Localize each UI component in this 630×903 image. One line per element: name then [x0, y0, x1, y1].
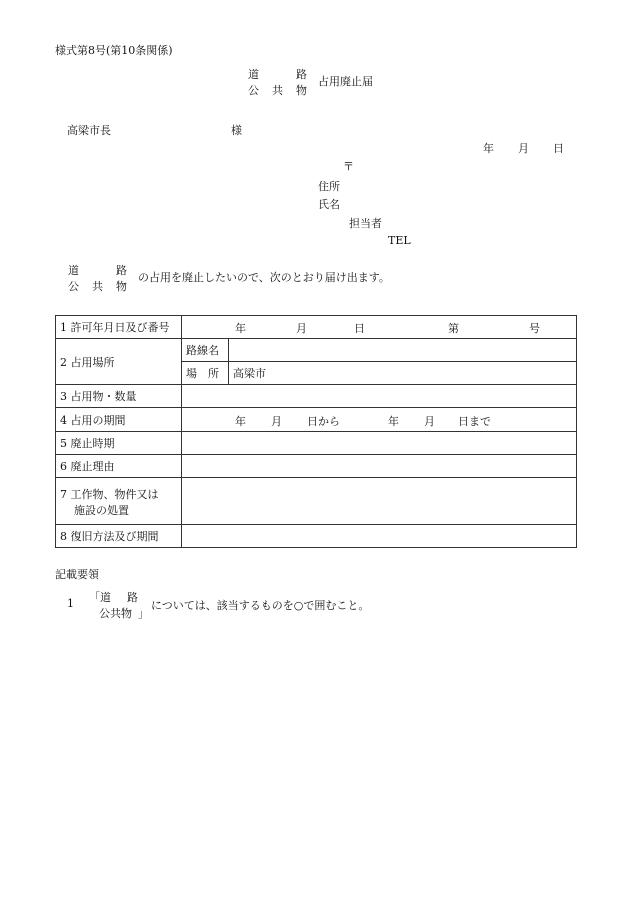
row2-label: 2 占用場所 — [56, 339, 182, 385]
row8-label: 8 復旧方法及び期間 — [56, 525, 182, 548]
row1-value[interactable] — [182, 316, 577, 339]
notes-item1-close-bracket: 」 — [138, 607, 149, 620]
notes-item1-number: 1 — [67, 597, 74, 610]
statement-road-char-1: 道 — [68, 264, 79, 277]
row7-label — [56, 478, 182, 525]
notes-item1-open-bracket: 「道 — [89, 591, 111, 604]
row4-start-year: 年 — [235, 415, 246, 428]
date-day: 日 — [553, 142, 564, 155]
row1-day: 日 — [354, 322, 365, 335]
tel-label: TEL — [388, 234, 411, 247]
statement-public-char-2: 共 — [92, 280, 103, 293]
row2-route-value[interactable] — [229, 339, 577, 362]
row3-label: 3 占用物・数量 — [56, 385, 182, 408]
row6-label: 6 廃止理由 — [56, 455, 182, 478]
table-row — [56, 316, 577, 339]
row4-end-day: 日まで — [458, 415, 491, 428]
title-suffix: 占用廃止届 — [318, 75, 373, 88]
form-number: 様式第8号(第10条関係) — [55, 44, 173, 57]
contact-label: 担当者 — [349, 217, 382, 230]
notification-table — [55, 315, 577, 548]
title-public-char-1: 公 — [248, 84, 259, 97]
notes-heading: 記載要領 — [55, 568, 99, 581]
name-label: 氏名 — [318, 198, 340, 211]
postal-mark: 〒 — [343, 160, 354, 173]
notes-item1-public: 公共物 — [99, 607, 132, 620]
title-road-char-1: 道 — [248, 68, 259, 81]
row1-number-prefix: 第 — [448, 322, 459, 335]
table-row — [56, 525, 577, 548]
address-label: 住所 — [318, 180, 340, 193]
row2-route-label: 路線名 — [182, 339, 229, 362]
table-row — [56, 385, 577, 408]
notes-item1-road: 路 — [127, 591, 138, 604]
row7-label-line1: 7 工作物、物件又は — [60, 488, 159, 501]
table-row — [56, 455, 577, 478]
row1-number-suffix: 号 — [529, 322, 540, 335]
row4-end-year: 年 — [388, 415, 399, 428]
statement-public-char-3: 物 — [116, 280, 127, 293]
row2-place-value[interactable]: 高梁市 — [229, 362, 577, 385]
row5-value[interactable] — [182, 432, 577, 455]
row7-value[interactable] — [182, 478, 577, 525]
statement-road-char-2: 路 — [116, 264, 127, 277]
row6-value[interactable] — [182, 455, 577, 478]
statement-text: の占用を廃止したいので、次のとおり届け出ます。 — [138, 271, 390, 284]
notes-item1-text: については、該当するものを○で囲むこと。 — [151, 599, 370, 612]
table-row — [56, 478, 577, 525]
row5-label: 5 廃止時期 — [56, 432, 182, 455]
row1-year: 年 — [235, 322, 246, 335]
row4-value[interactable] — [182, 408, 577, 432]
row4-label: 4 占用の期間 — [56, 408, 182, 432]
row4-start-day: 日から — [307, 415, 340, 428]
row1-month: 月 — [296, 322, 307, 335]
row3-value[interactable] — [182, 385, 577, 408]
table-row — [56, 339, 577, 362]
row4-end-month: 月 — [424, 415, 435, 428]
title-road-char-2: 路 — [296, 68, 307, 81]
title-public-char-3: 物 — [296, 84, 307, 97]
date-year: 年 — [483, 142, 494, 155]
date-month: 月 — [518, 142, 529, 155]
addressee-name: 高梁市長 — [67, 124, 111, 137]
row4-start-month: 月 — [271, 415, 282, 428]
addressee-honorific: 様 — [231, 124, 242, 137]
row8-value[interactable] — [182, 525, 577, 548]
row7-label-line2: 施設の処置 — [74, 504, 129, 517]
table-row — [56, 408, 577, 432]
title-public-char-2: 共 — [272, 84, 283, 97]
row1-label: 1 許可年月日及び番号 — [56, 316, 182, 339]
row2-place-label: 場 所 — [182, 362, 229, 385]
statement-public-char-1: 公 — [68, 280, 79, 293]
table-row — [56, 432, 577, 455]
